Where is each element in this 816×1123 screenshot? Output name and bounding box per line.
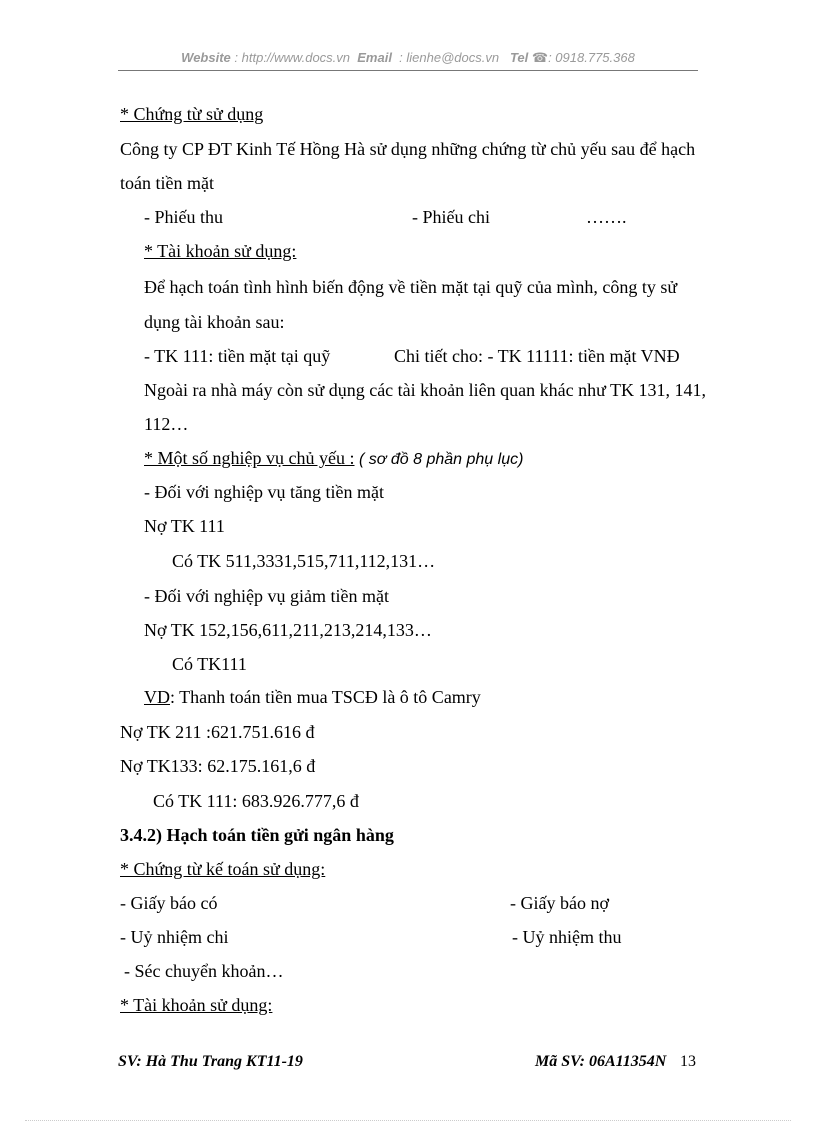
tel-label: Tel bbox=[509, 50, 529, 65]
operations-heading-note: ( sơ đồ 8 phần phụ lục) bbox=[358, 451, 524, 468]
email-label: Email bbox=[357, 50, 392, 65]
section-heading-documents: * Chứng từ kế toán sử dụng: bbox=[120, 859, 326, 879]
journal-debit: Nợ TK 111 bbox=[144, 516, 225, 536]
page-bottom-border bbox=[25, 1120, 791, 1121]
journal-debit: Nợ TK133: 62.175.161,6 đ bbox=[120, 756, 316, 776]
list-item: - Uỷ nhiệm chi bbox=[120, 927, 229, 947]
operations-heading-text: * Một số nghiệp vụ chủ yếu : bbox=[144, 448, 355, 468]
section-heading-accounts: * Tài khoản sử dụng: bbox=[120, 995, 273, 1015]
list-item: - TK 111: tiền mặt tại quỹ bbox=[144, 346, 331, 366]
journal-credit: Có TK 511,3331,515,711,112,131… bbox=[172, 551, 436, 571]
list-item-detail: Chi tiết cho: - TK 11111: tiền mặt VNĐ bbox=[394, 346, 680, 366]
paragraph-line: Công ty CP ĐT Kinh Tế Hồng Hà sử dụng những chứng từ chủ yếu sau để hạch bbox=[120, 139, 696, 159]
subsection-title: 3.4.2) Hạch toán tiền gửi ngân hàng bbox=[120, 825, 394, 845]
list-item: - Séc chuyển khoản… bbox=[124, 961, 284, 981]
paragraph-line: Ngoài ra nhà máy còn sử dụng các tài khoản liên quan khác như TK 131, 141, bbox=[144, 380, 707, 400]
paragraph-line: - Đối với nghiệp vụ giảm tiền mặt bbox=[144, 586, 389, 606]
list-item: - Giấy báo nợ bbox=[510, 893, 609, 913]
list-item: - Uỷ nhiệm thu bbox=[512, 927, 622, 947]
phone-icon: ☎ bbox=[531, 50, 549, 65]
list-item: - Giấy báo có bbox=[120, 893, 218, 913]
section-heading-operations bbox=[144, 447, 523, 471]
journal-credit: Có TK 111: 683.926.777,6 đ bbox=[153, 791, 359, 811]
section-heading-documents: * Chứng từ sử dụng bbox=[120, 104, 264, 124]
list-item: - Phiếu chi bbox=[412, 207, 490, 227]
tel-value: : 0918.775.368 bbox=[548, 50, 635, 65]
paragraph-line: 112… bbox=[144, 414, 189, 434]
paragraph-line: toán tiền mặt bbox=[120, 173, 214, 193]
example-line bbox=[144, 686, 481, 708]
email-value: : lienhe@docs.vn bbox=[399, 50, 500, 65]
page-number: 13 bbox=[680, 1053, 696, 1070]
section-heading-accounts: * Tài khoản sử dụng: bbox=[144, 241, 297, 261]
list-ellipsis: ……. bbox=[586, 207, 627, 227]
footer-student-id: Mã SV: 06A11354N bbox=[535, 1053, 667, 1070]
paragraph-line: - Đối với nghiệp vụ tăng tiền mặt bbox=[144, 482, 384, 502]
example-label: VD bbox=[144, 687, 170, 707]
paragraph-line: dụng tài khoản sau: bbox=[144, 312, 285, 332]
header-divider bbox=[118, 70, 698, 71]
footer-student: SV: Hà Thu Trang KT11-19 bbox=[118, 1053, 303, 1070]
example-text: : Thanh toán tiền mua TSCĐ là ô tô Camry bbox=[170, 687, 481, 707]
journal-debit: Nợ TK 152,156,611,211,213,214,133… bbox=[144, 620, 432, 640]
journal-credit: Có TK111 bbox=[172, 654, 247, 674]
website-label: Website bbox=[181, 50, 231, 65]
list-item: - Phiếu thu bbox=[144, 207, 223, 227]
page-header bbox=[118, 50, 698, 66]
paragraph-line: Để hạch toán tình hình biến động về tiền mặt tại quỹ của mình, công ty sử bbox=[144, 277, 678, 297]
journal-debit: Nợ TK 211 :621.751.616 đ bbox=[120, 722, 315, 742]
website-value: : http://www.docs.vn bbox=[234, 50, 351, 65]
